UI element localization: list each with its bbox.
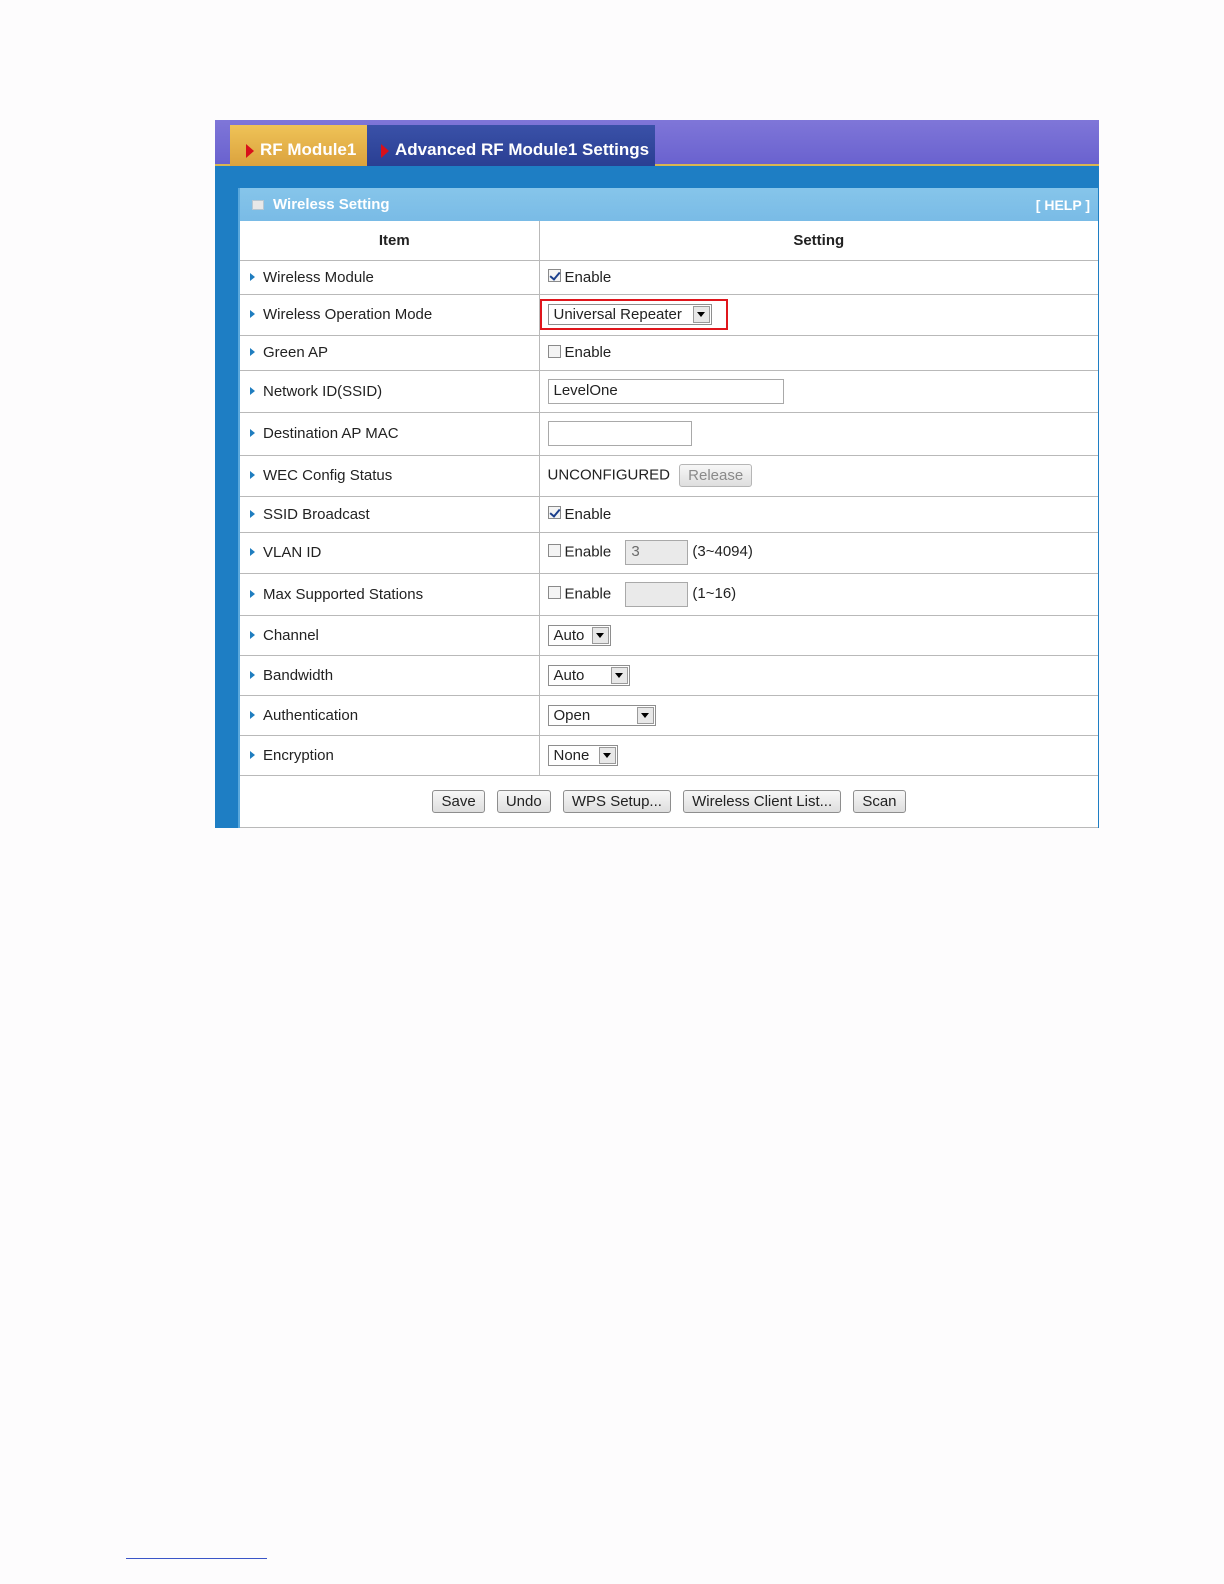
- max-stations-enable-checkbox[interactable]: [548, 586, 561, 599]
- table-row: [240, 370, 1098, 412]
- panel-title: Wireless Setting: [273, 196, 390, 213]
- button-row: [240, 775, 1098, 827]
- row-label: Green AP: [263, 344, 329, 361]
- row-arrow-icon: [250, 348, 255, 356]
- panel-icon: [252, 200, 264, 210]
- panel-header: [240, 188, 1098, 221]
- tab-label: Advanced RF Module1 Settings: [395, 140, 650, 159]
- table-row: [240, 335, 1098, 370]
- table-row: [240, 496, 1098, 532]
- destination-mac-input[interactable]: [548, 421, 692, 446]
- tab-bar: [215, 120, 1099, 166]
- column-header-item: Item: [240, 221, 539, 260]
- settings-table: [240, 221, 1098, 828]
- row-label: Wireless Operation Mode: [263, 306, 433, 323]
- chevron-down-icon: [611, 667, 628, 684]
- row-label: Bandwidth: [263, 666, 334, 684]
- wps-setup-button[interactable]: WPS Setup...: [563, 790, 671, 813]
- checkbox-label: Enable: [564, 543, 612, 561]
- checkbox-label: Enable: [564, 268, 612, 286]
- checkbox-label: Enable: [564, 344, 612, 361]
- row-arrow-icon: [250, 631, 255, 639]
- undo-button[interactable]: Undo: [497, 790, 551, 813]
- table-row: [240, 735, 1098, 775]
- settings-frame: [215, 120, 1099, 828]
- ssid-input[interactable]: LevelOne: [548, 379, 784, 404]
- chevron-down-icon: [693, 306, 710, 323]
- select-value: None: [553, 746, 590, 764]
- chevron-down-icon: [599, 747, 616, 764]
- vlan-enable-checkbox[interactable]: [548, 544, 561, 557]
- tab-arrow-icon: [381, 144, 389, 158]
- max-stations-range-hint: (1~16): [692, 584, 737, 602]
- select-value: Auto: [553, 666, 585, 684]
- row-label: SSID Broadcast: [263, 505, 370, 523]
- row-label: WEC Config Status: [263, 467, 393, 484]
- authentication-select[interactable]: [548, 705, 656, 726]
- row-label: Encryption: [263, 746, 334, 764]
- tab-label: RF Module1: [260, 140, 357, 159]
- row-arrow-icon: [250, 310, 255, 318]
- ssid-broadcast-enable-checkbox[interactable]: [548, 506, 561, 519]
- row-label: Max Supported Stations: [263, 585, 424, 603]
- footer-divider: [126, 1558, 267, 1559]
- select-value: Open: [553, 706, 591, 724]
- bandwidth-select[interactable]: [548, 665, 630, 686]
- chevron-down-icon: [592, 627, 609, 644]
- green-ap-enable-checkbox[interactable]: [548, 345, 561, 358]
- column-header-setting: Setting: [539, 221, 1098, 260]
- select-value: Universal Repeater: [553, 306, 682, 323]
- table-row: [240, 412, 1098, 455]
- highlight-box: [540, 299, 728, 330]
- row-label: Channel: [263, 626, 319, 644]
- table-row: [240, 695, 1098, 735]
- row-label: VLAN ID: [263, 544, 322, 561]
- table-row: [240, 615, 1098, 655]
- wec-status-text: UNCONFIGURED: [547, 466, 670, 484]
- tab-rf-module1[interactable]: [230, 125, 367, 166]
- operation-mode-select[interactable]: [548, 304, 712, 325]
- row-arrow-icon: [250, 387, 255, 395]
- wireless-client-list-button[interactable]: Wireless Client List...: [683, 790, 841, 813]
- row-arrow-icon: [250, 751, 255, 759]
- row-arrow-icon: [250, 548, 255, 556]
- row-arrow-icon: [250, 510, 255, 518]
- table-row: [240, 573, 1098, 615]
- table-row: [240, 260, 1098, 294]
- row-arrow-icon: [250, 671, 255, 679]
- wireless-module-enable-checkbox[interactable]: [548, 269, 561, 282]
- checkbox-label: Enable: [564, 505, 612, 523]
- row-arrow-icon: [250, 273, 255, 281]
- tab-advanced-rf-settings[interactable]: [367, 125, 655, 166]
- table-row: [240, 532, 1098, 573]
- table-header-row: [240, 221, 1098, 260]
- tab-arrow-icon: [246, 144, 254, 158]
- vlan-id-input[interactable]: 3: [625, 540, 688, 565]
- row-arrow-icon: [250, 429, 255, 437]
- vlan-range-hint: (3~4094): [692, 543, 753, 561]
- chevron-down-icon: [637, 707, 654, 724]
- checkbox-label: Enable: [564, 584, 612, 602]
- row-arrow-icon: [250, 471, 255, 479]
- row-label: Wireless Module: [263, 268, 374, 286]
- release-button[interactable]: Release: [679, 464, 752, 487]
- scan-button[interactable]: Scan: [853, 790, 905, 813]
- channel-select[interactable]: [548, 625, 611, 646]
- help-link[interactable]: [ HELP ]: [1035, 197, 1090, 213]
- save-button[interactable]: Save: [432, 790, 484, 813]
- row-label: Network ID(SSID): [263, 382, 383, 400]
- table-row: [240, 294, 1098, 335]
- encryption-select[interactable]: [548, 745, 618, 766]
- table-row: [240, 455, 1098, 496]
- row-label: Authentication: [263, 706, 359, 724]
- max-stations-input[interactable]: [625, 582, 688, 607]
- select-value: Auto: [553, 626, 585, 644]
- row-label: Destination AP MAC: [263, 425, 399, 442]
- row-arrow-icon: [250, 711, 255, 719]
- table-row: [240, 655, 1098, 695]
- row-arrow-icon: [250, 590, 255, 598]
- wireless-setting-panel: [238, 188, 1098, 828]
